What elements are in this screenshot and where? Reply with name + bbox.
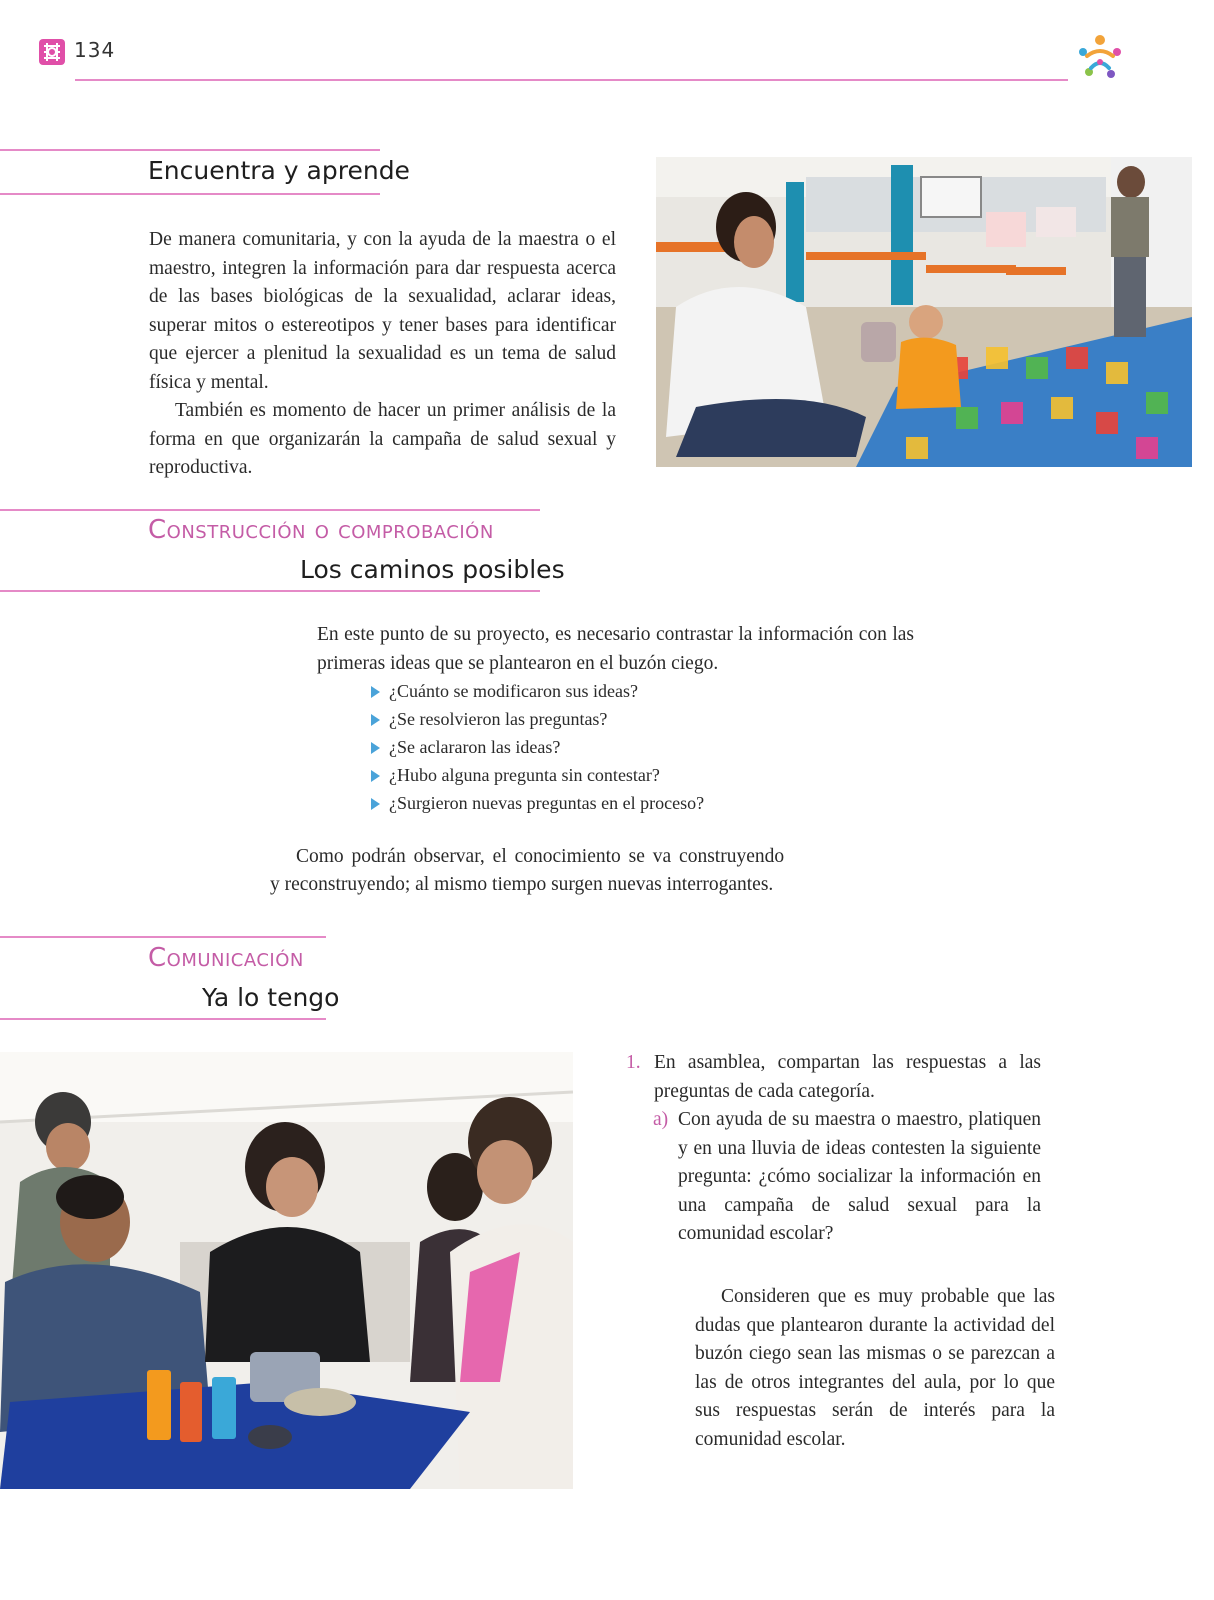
bullet-triangle-icon (371, 742, 380, 754)
section3-top-rule (0, 936, 326, 938)
list-item: ¿Hubo alguna pregunta sin contestar? (369, 761, 704, 789)
bullet-triangle-icon (371, 770, 380, 782)
book-logo-icon (38, 38, 66, 66)
section3-kicker: Comunicación (148, 943, 304, 973)
list-item: ¿Se aclararon las ideas? (369, 733, 704, 761)
list-item: ¿Surgieron nuevas preguntas en el proceso? (369, 789, 704, 817)
section2-intro: En este punto de su proyecto, es necesario contrastar la información con las primeras ideas que se plantearon en el buzón ciego. (317, 624, 914, 674)
fair-photo-illustration (0, 1052, 573, 1489)
item1a-letter: a) (653, 1109, 669, 1130)
classroom-photo-illustration (656, 157, 1192, 467)
section1-body (149, 226, 616, 483)
bullet-triangle-icon (371, 798, 380, 810)
page-number: 134 (74, 38, 116, 62)
classroom-photo (656, 157, 1192, 467)
section3-title: Ya lo tengo (202, 983, 340, 1012)
question-list (369, 677, 704, 817)
community-logo-icon (1073, 32, 1127, 84)
list-item: ¿Cuánto se modificaron sus ideas? (369, 677, 704, 705)
section1-paragraph2: También es momento de hacer un primer análisis de la forma en que organizarán la campaña de salud sexual y reproductiva. (149, 400, 616, 478)
section2-title: Los caminos posibles (300, 555, 565, 584)
section2-top-rule (0, 509, 540, 511)
section2-bottom-rule (0, 590, 540, 592)
fair-photo (0, 1052, 573, 1489)
section1-title: Encuentra y aprende (148, 156, 410, 185)
item1-number: 1. (626, 1052, 641, 1073)
section3-bottom-rule (0, 1018, 326, 1020)
section2-closing-line1: Como podrán observar, el conocimiento se va construyendo (296, 846, 785, 867)
item1-text: En asamblea, compartan las respuestas a las preguntas de cada categoría. (654, 1052, 1041, 1102)
section1-paragraph1: De manera comunitaria, y con la ayuda de la maestra o el maestro, integren la información para dar respuesta acerca de las bases biológicas de la sexualidad, aclarar ideas, superar mitos o estereotipos y tener bases para identificar que ejercer a plenitud la sexualidad es un tema de salud física y mental. (149, 229, 616, 393)
section2-kicker: Construcción o comprobación (148, 515, 494, 545)
item1a-text: Con ayuda de su maestra o maestro, platiquen y en una lluvia de ideas contesten la siguiente pregunta: ¿cómo socializar la información en una campaña de salud sexual para la comunidad escolar? (678, 1109, 1041, 1244)
section2-closing-line2: y reconstruyendo; al mismo tiempo surgen nuevas interrogantes. (270, 874, 774, 895)
bullet-triangle-icon (371, 686, 380, 698)
bullet-triangle-icon (371, 714, 380, 726)
section1-top-rule (0, 149, 380, 151)
header-rule (75, 79, 1068, 81)
section3-note: Consideren que es muy probable que las dudas que plantearon durante la actividad del buzón ciego sean las mismas o se parezcan a las de otros integrantes del aula, por lo que sus respuestas serán de interés para la comunidad escolar. (695, 1286, 1055, 1450)
section1-bottom-rule (0, 193, 380, 195)
list-item: ¿Se resolvieron las preguntas? (369, 705, 704, 733)
